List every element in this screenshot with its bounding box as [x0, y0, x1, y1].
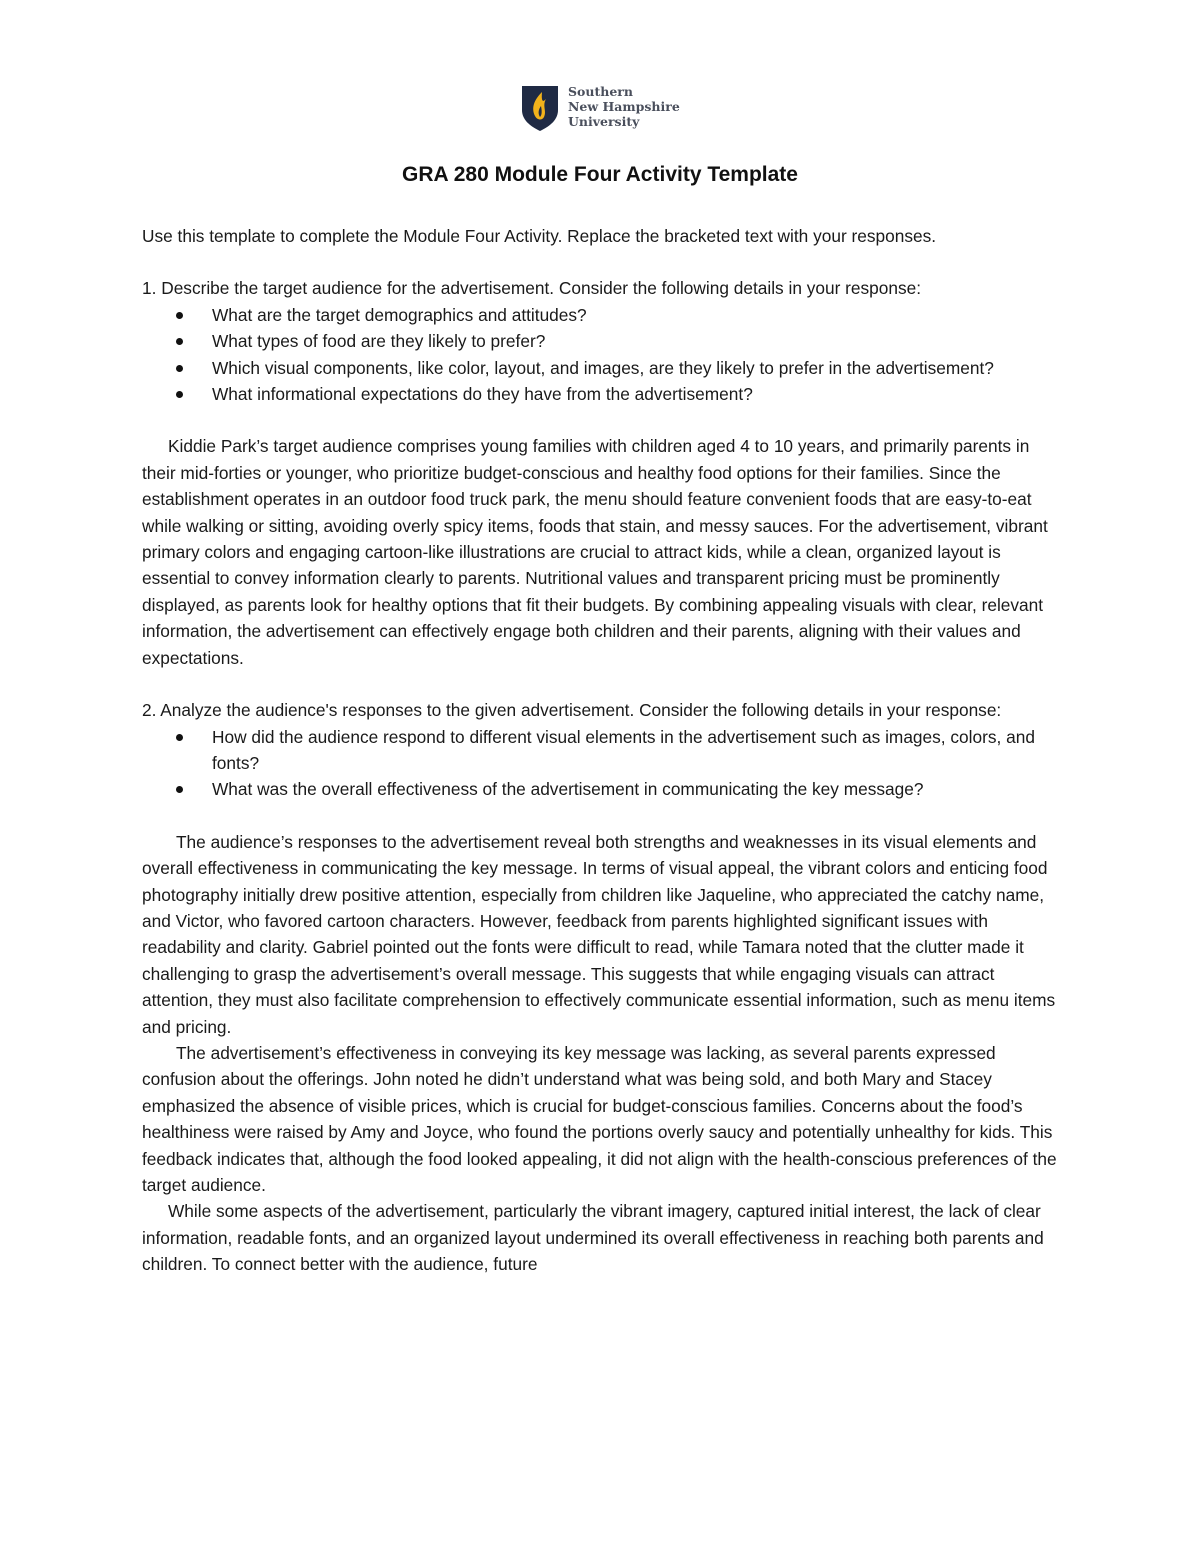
logo-wordmark [568, 84, 680, 129]
question-2-answer-paragraph-2: The advertisement’s effectiveness in conveying its key message was lacking, as several parents expressed confusion about the offerings. John noted he didn’t understand what was being sold, and both Mary and Stacey emphasized the absence of visible prices, which is crucial for budget-conscious families. Concerns about the food’s healthiness were raised by Amy and Joyce, who found the portions overly saucy and potentially unhealthy for kids. This feedback indicates that, although the food looked appealing, it did not align with the health-conscious preferences of the target audience. [142, 1042, 1057, 1195]
question-1-bullets [142, 302, 1067, 408]
bullet-icon [176, 391, 183, 398]
list-item: What types of food are they likely to prefer? [172, 328, 1067, 354]
document-title: GRA 280 Module Four Activity Template [402, 163, 798, 186]
question-1-answer: Kiddie Park’s target audience comprises young families with children aged 4 to 10 years, and primarily parents in their mid-forties or younger, who prioritize budget-conscious and healthy food options for their families. Since the establishment operates in an outdoor food truck park, the menu should feature convenient foods that are easy-to-eat while walking or sitting, avoiding overly spicy items, foods that stain, and messy sauces. For the advertisement, vibrant primary colors and engaging cartoon-like illustrations are crucial to attract kids, while a clean, organized layout is essential to convey information clearly to parents. Nutritional values and transparent pricing must be prominently displayed, as parents look for healthy options that fit their budgets. By combining appealing visuals with clear, relevant information, the advertisement can effectively engage both children and their parents, aligning with their values and expectations. [142, 436, 1048, 668]
intro-paragraph: Use this template to complete the Module Four Activity. Replace the bracketed text with your responses. [142, 226, 937, 246]
list-item: Which visual components, like color, layout, and images, are they likely to prefer in the advertisement? [172, 355, 1067, 381]
logo-line-1: Southern [568, 84, 633, 99]
list-item: What was the overall effectiveness of the advertisement in communicating the key message? [172, 776, 1067, 802]
bullet-icon [176, 365, 183, 372]
logo-line-2: New Hampshire [568, 99, 680, 114]
logo-line-3: University [568, 114, 640, 129]
question-2-bullets [142, 724, 1067, 803]
list-item: How did the audience respond to different visual elements in the advertisement such as images, colors, and fonts? [172, 724, 1067, 777]
question-1-prompt: 1. Describe the target audience for the advertisement. Consider the following details in your response: [142, 278, 922, 299]
question-2-answer-paragraph-3: While some aspects of the advertisement, particularly the vibrant imagery, captured initial interest, the lack of clear information, readable fonts, and an organized layout undermined its overall effectiveness in reaching both parents and children. To connect better with the audience, future [142, 1201, 1044, 1275]
question-2-prompt: 2. Analyze the audience's responses to the given advertisement. Consider the following details in your response: [142, 700, 1002, 721]
bullet-icon [176, 338, 183, 345]
bullet-icon [176, 734, 183, 741]
shield-flame-icon [520, 84, 560, 132]
question-2-answer-paragraph-1: The audience’s responses to the advertisement reveal both strengths and weaknesses in its visual elements and overall effectiveness in communicating the key message. In terms of visual appeal, the vibrant colors and enticing food photography initially drew positive attention, especially from children like Jaqueline, who appreciated the catchy name, and Victor, who favored cartoon characters. However, feedback from parents highlighted significant issues with readability and clarity. Gabriel pointed out the fonts were difficult to read, while Tamara noted that the clutter made it challenging to grasp the advertisement’s overall message. This suggests that while engaging visuals can attract attention, they must also facilitate comprehension to effectively communicate essential information, such as menu items and pricing. [142, 831, 1056, 1037]
document-body [142, 223, 1067, 1278]
bullet-icon [176, 786, 183, 793]
university-logo [520, 84, 690, 134]
list-item: What informational expectations do they have from the advertisement? [172, 381, 1067, 407]
bullet-icon [176, 312, 183, 319]
list-item: What are the target demographics and attitudes? [172, 302, 1067, 328]
